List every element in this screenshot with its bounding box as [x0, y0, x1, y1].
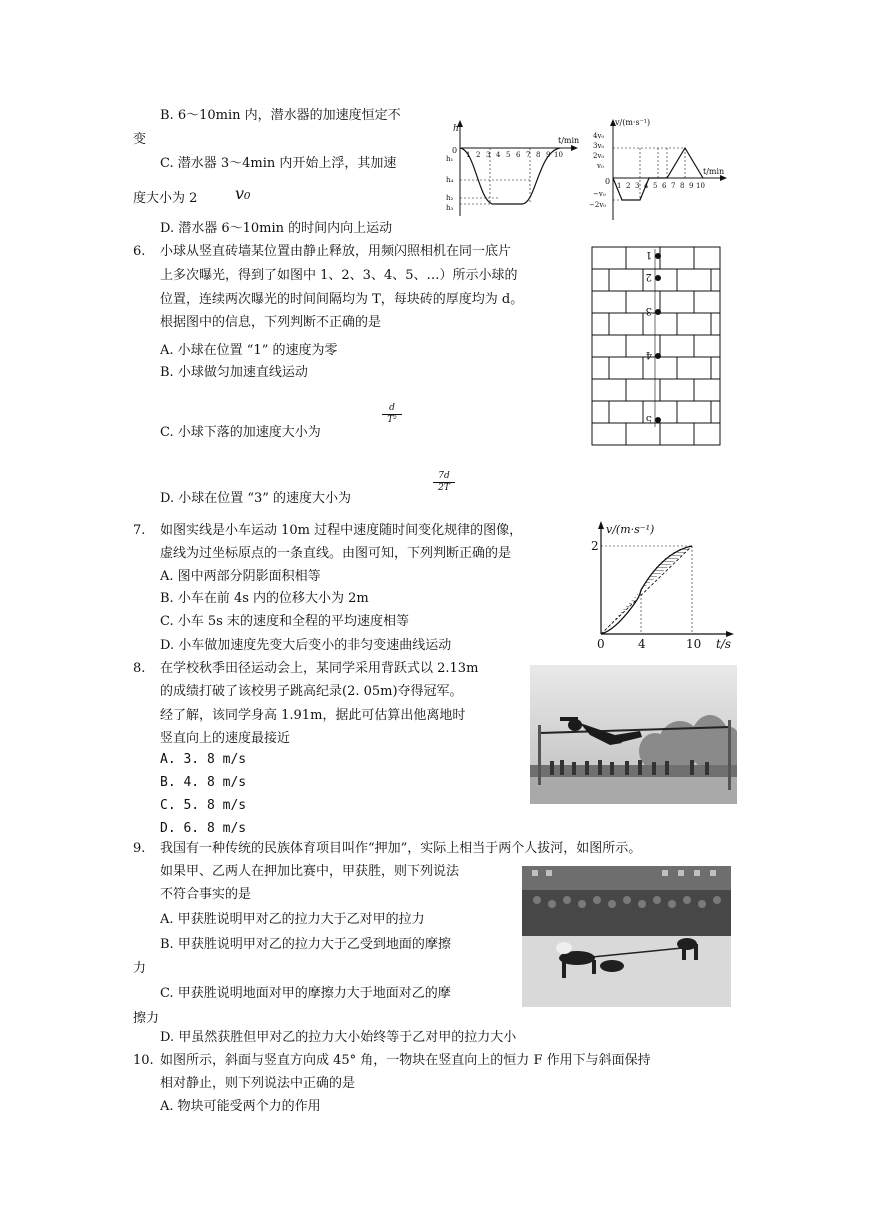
q10-number: 10.	[133, 1053, 154, 1068]
brick	[660, 379, 694, 401]
brick	[592, 379, 626, 401]
label-v0: v₀	[597, 162, 604, 170]
brick	[609, 401, 643, 423]
q7-number: 7.	[133, 523, 146, 538]
q5-v0-symbol: v₀	[235, 184, 251, 203]
brick	[677, 269, 711, 291]
q6-line2: 上多次曝光，得到了如图中 1、2、3、4、5、…）所示小球的	[160, 268, 518, 283]
q6-c-numerator: d	[389, 403, 395, 413]
h4-label: h₄	[446, 176, 454, 184]
q7-velocity-time-graph	[590, 519, 740, 653]
brick	[677, 313, 711, 335]
q9-number: 9.	[133, 841, 146, 856]
q8-option-d: D. 6. 8 m/s	[160, 821, 247, 836]
q8-line1: 在学校秋季田径运动会上，某同学采用背跃式以 2.13m	[160, 661, 479, 676]
q6-option-d: D. 小球在位置 “3” 的速度大小为	[160, 491, 352, 506]
origin-label: 0	[452, 146, 458, 155]
v-tick-10: 10	[696, 182, 705, 190]
q7-option-d: D. 小车做加速度先变大后变小的非匀变速曲线运动	[160, 638, 452, 653]
high-jump-photo	[530, 665, 737, 804]
q6-d-fraction	[433, 471, 455, 494]
tick-5: 5	[506, 151, 511, 159]
q7-t-axis-label: t/s	[716, 637, 732, 651]
v-graph-origin: 0	[605, 177, 611, 186]
brick	[609, 269, 643, 291]
q8-line2: 的成绩打破了该校男子跳高纪录(2. 05m)夺得冠军。	[160, 684, 463, 699]
q9-option-b: B. 甲获胜说明甲对乙的拉力大于乙受到地面的摩擦	[160, 937, 451, 952]
brick	[592, 335, 626, 357]
brick	[694, 335, 720, 357]
h3-label: h₃	[446, 204, 454, 212]
brick	[694, 379, 720, 401]
q8-option-c: C. 5. 8 m/s	[160, 798, 247, 813]
q7-x-tick-4: 4	[638, 637, 646, 651]
label-4v0: 4v₀	[593, 132, 605, 140]
q6-option-a: A. 小球在位置 “1” 的速度为零	[160, 343, 338, 358]
label-2v0: 2v₀	[593, 152, 605, 160]
ball-label-4: 4	[645, 349, 652, 360]
label-neg-v0: −v₀	[593, 190, 606, 198]
q6-option-c: C. 小球下落的加速度大小为	[160, 425, 321, 440]
v-tick-7: 7	[671, 182, 676, 190]
brick	[592, 269, 609, 291]
q5-option-c: C. 潜水器 3～4min 内开始上浮，其加速	[160, 156, 397, 171]
v-tick-6: 6	[662, 182, 667, 190]
q7-line1: 如图实线是小车运动 10m 过程中速度随时间变化规律的图像，	[160, 523, 523, 538]
q10-option-a: A. 物块可能受两个力的作用	[160, 1099, 321, 1114]
q5-option-b-cont: 变	[133, 132, 147, 147]
yajia-photo	[522, 866, 731, 1007]
tick-4: 4	[496, 151, 501, 159]
q7-y-tick-2: 2	[591, 539, 599, 553]
ball-label-1: 1	[645, 249, 652, 260]
q9-line1: 我国有一种传统的民族体育项目叫作“押加”，实际上相当于两个人拔河，如图所示。	[160, 841, 642, 856]
brick	[609, 357, 643, 379]
brick	[677, 357, 711, 379]
h2-label: h₂	[446, 194, 454, 202]
t-axis-label: t/min	[558, 136, 580, 145]
tick-10: 10	[554, 151, 563, 159]
ball-label-3: 3	[645, 305, 652, 316]
v-tick-2: 2	[626, 182, 631, 190]
q9-option-a: A. 甲获胜说明甲对乙的拉力大于乙对甲的拉力	[160, 912, 425, 927]
tick-7: 7	[526, 151, 531, 159]
ball-label-5: 5	[645, 413, 652, 424]
q6-c-denominator: T²	[382, 414, 402, 426]
q7-option-c: C. 小车 5s 末的速度和全程的平均速度相等	[160, 614, 409, 629]
q7-v-axis-label: v/(m·s⁻¹)	[606, 523, 655, 536]
q6-d-numerator: 7d	[438, 471, 450, 481]
q6-number: 6.	[133, 244, 146, 259]
brick	[592, 291, 626, 313]
q9-option-c-cont: 擦力	[133, 1011, 160, 1026]
q9-line3: 不符合事实的是	[160, 887, 252, 902]
brick	[711, 313, 720, 335]
q10-line1: 如图所示，斜面与竖直方向成 45° 角，一物块在竖直向上的恒力 F 作用下与斜面保持	[160, 1053, 651, 1068]
q5-option-b: B. 6～10min 内，潜水器的加速度恒定不	[160, 108, 401, 123]
v-tick-5: 5	[653, 182, 658, 190]
q9-option-d: D. 甲虽然获胜但甲对乙的拉力大小始终等于乙对甲的拉力大小	[160, 1030, 517, 1045]
brick	[592, 423, 626, 445]
brick	[592, 313, 609, 335]
q6-line3: 位置，连续两次曝光的时间间隔均为 T，每块砖的厚度均为 d。	[160, 292, 524, 307]
tick-9: 9	[546, 151, 551, 159]
label-3v0: 3v₀	[593, 142, 605, 150]
q7-line2: 虚线为过坐标原点的一条直线。由图可知，下列判断正确的是	[160, 546, 512, 561]
q6-option-b: B. 小球做匀加速直线运动	[160, 365, 308, 380]
q5-height-time-graph	[440, 118, 580, 220]
brick	[694, 423, 720, 445]
v-tick-3: 3	[635, 182, 640, 190]
tick-2: 2	[476, 151, 481, 159]
v-tick-9: 9	[689, 182, 694, 190]
brick	[592, 401, 609, 423]
q8-line3: 经了解，该同学身高 1.91m，据此可估算出他离地时	[160, 708, 466, 723]
q7-dashed-line	[601, 546, 692, 634]
brick	[609, 313, 643, 335]
q10-line2: 相对静止，则下列说法中正确的是	[160, 1076, 356, 1091]
brick	[711, 357, 720, 379]
h-axis-label: h	[453, 124, 459, 134]
q5-option-d: D. 潜水器 6～10min 的时间内向上运动	[160, 221, 393, 236]
q9-line2: 如果甲、乙两人在押加比赛中，甲获胜，则下列说法	[160, 864, 460, 879]
brick	[694, 291, 720, 313]
q7-origin: 0	[597, 637, 605, 651]
q8-option-a: A. 3. 8 m/s	[160, 752, 247, 767]
q6-line4: 根据图中的信息，下列判断不正确的是	[160, 315, 382, 330]
v-tick-4: 4	[644, 182, 649, 190]
brick-wall-figure	[590, 243, 730, 457]
q6-c-fraction	[382, 403, 402, 426]
brick	[711, 401, 720, 423]
label-neg-2v0: −2v₀	[589, 201, 607, 209]
brick	[711, 269, 720, 291]
brick	[660, 423, 694, 445]
v-axis-label: v/(m·s⁻¹)	[615, 118, 651, 127]
brick	[592, 357, 609, 379]
tick-3: 3	[486, 151, 491, 159]
q5-velocity-time-graph	[585, 116, 730, 224]
q7-option-b: B. 小车在前 4s 内的位移大小为 2m	[160, 591, 369, 606]
v-tick-8: 8	[680, 182, 685, 190]
brick	[677, 401, 711, 423]
q7-option-a: A. 图中两部分阴影面积相等	[160, 569, 321, 584]
q9-option-c: C. 甲获胜说明地面对甲的摩擦力大于地面对乙的摩	[160, 986, 451, 1001]
v-graph-t-axis-label: t/min	[703, 167, 725, 176]
q8-option-b: B. 4. 8 m/s	[160, 775, 247, 790]
brick	[660, 247, 694, 269]
q6-d-denominator: 2T	[433, 482, 455, 494]
tick-6: 6	[516, 151, 521, 159]
q6-line1: 小球从竖直砖墙某位置由静止释放，用频闪照相机在同一底片	[160, 244, 512, 259]
v-tick-1: 1	[617, 182, 622, 190]
tick-8: 8	[536, 151, 541, 159]
brick	[660, 335, 694, 357]
q8-number: 8.	[133, 661, 146, 676]
q7-x-tick-10: 10	[686, 637, 702, 651]
ball-label-2: 2	[645, 271, 652, 282]
brick	[592, 247, 626, 269]
q9-option-b-cont: 力	[133, 961, 147, 976]
h1-label: h₁	[446, 155, 454, 163]
brick	[660, 291, 694, 313]
q5-option-c-cont: 度大小为 2	[133, 191, 198, 206]
q8-line4: 竖直向上的速度最接近	[160, 731, 291, 746]
tick-1: 1	[466, 151, 471, 159]
brick	[694, 247, 720, 269]
